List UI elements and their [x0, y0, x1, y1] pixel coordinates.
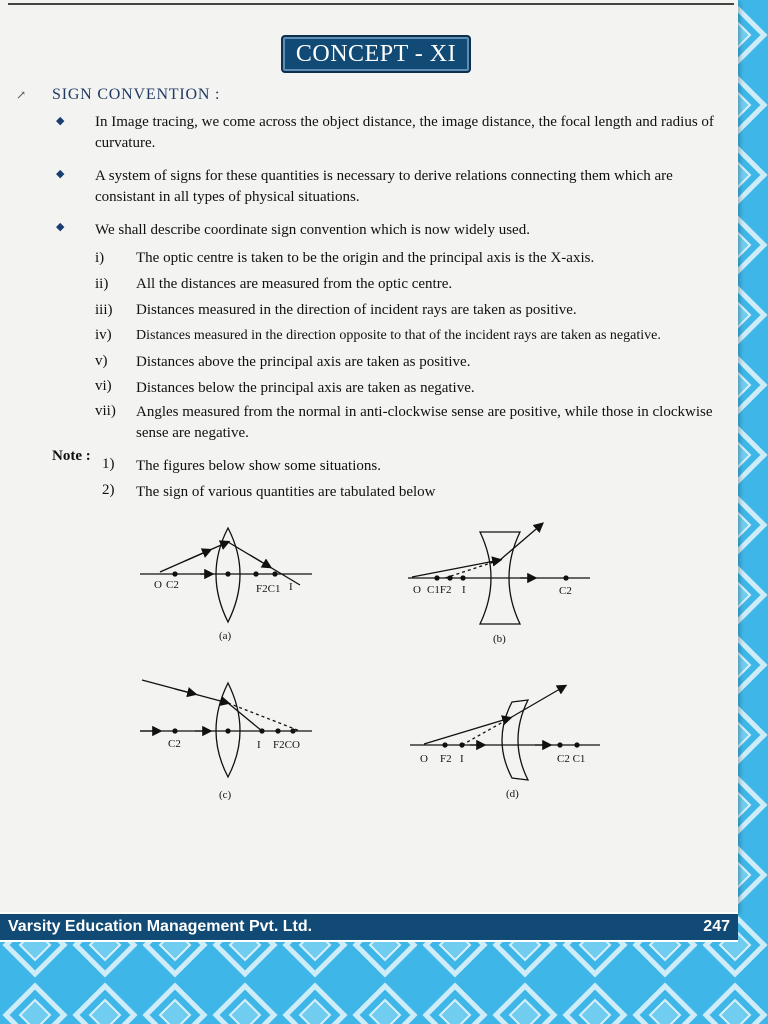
fig-a-label-o: O: [154, 579, 162, 591]
rule-number: ii): [95, 276, 109, 292]
figure-b-concave-lens: [408, 524, 590, 624]
bullet-paragraph: We shall describe coordinate sign convention which is now widely used.: [95, 222, 530, 238]
rule-text: The optic centre is taken to be the origin and the principal axis is the X-axis.: [136, 250, 595, 266]
bullet-icon: ◆: [56, 221, 65, 233]
section-title: SIGN CONVENTION :: [52, 86, 221, 103]
note-text: The sign of various quantities are tabulated below: [136, 484, 436, 500]
note-label: Note :: [52, 448, 91, 464]
fig-b-label-c1f2: C1F2: [427, 584, 452, 596]
concept-heading: CONCEPT - XI: [281, 35, 471, 73]
note-text: The figures below show some situations.: [136, 458, 381, 474]
fig-a-label-c2: C2: [166, 579, 179, 591]
rule-text: Distances above the principal axis are taken as positive.: [136, 354, 471, 370]
fig-d-label-o: O: [420, 753, 428, 765]
figure-a-convex-lens: [140, 528, 312, 622]
page-number: 247: [703, 918, 730, 935]
fig-d-label-f2: F2: [440, 753, 452, 765]
fig-b-label-i: I: [462, 584, 466, 596]
figure-c-convex-lens: [140, 680, 312, 777]
footer-bar: [0, 912, 738, 942]
margin-mark-icon: ↗: [16, 88, 27, 102]
bullet-icon: ◆: [56, 115, 65, 127]
fig-d-label-c2c1: C2 C1: [557, 753, 586, 765]
rule-number: iii): [95, 302, 113, 318]
rule-text: Distances below the principal axis are taken as negative.: [136, 380, 475, 396]
rule-text: Distances measured in the direction of incident rays are taken as positive.: [136, 302, 577, 318]
bullet-paragraph: In Image tracing, we come across the object distance, the image distance, the focal length and radius of curvature.: [95, 114, 714, 151]
fig-c-label-f2co: F2CO: [273, 739, 300, 751]
fig-b-label-o: O: [413, 584, 421, 596]
fig-b-caption: (b): [493, 633, 506, 645]
rule-text: All the distances are measured from the optic centre.: [136, 276, 453, 292]
fig-c-label-i: I: [257, 739, 261, 751]
rule-number: i): [95, 250, 105, 266]
rule-number: vii): [95, 403, 116, 419]
publisher-name: Varsity Education Management Pvt. Ltd.: [8, 918, 313, 935]
rule-number: vi): [95, 378, 112, 394]
fig-a-label-i: I: [289, 581, 293, 593]
fig-d-caption: (d): [506, 788, 519, 800]
note-number: 1): [102, 456, 115, 472]
rule-text: Angles measured from the normal in anti-clockwise sense are positive, while those in clockwise sense are negative.: [136, 404, 713, 441]
rule-number: v): [95, 353, 108, 369]
fig-c-label-c2: C2: [168, 738, 181, 750]
rule-text: Distances measured in the direction opposite to that of the incident rays are taken as negative.: [136, 328, 661, 343]
fig-a-label-f2c1: F2C1: [256, 583, 281, 595]
fig-d-label-i: I: [460, 753, 464, 765]
figure-d-meniscus-lens: [410, 686, 600, 780]
fig-a-caption: (a): [219, 630, 232, 642]
fig-c-caption: (c): [219, 789, 232, 801]
fig-b-label-c2: C2: [559, 585, 572, 597]
note-number: 2): [102, 482, 115, 498]
bullet-icon: ◆: [56, 168, 65, 180]
rule-number: iv): [95, 327, 112, 343]
bullet-paragraph: A system of signs for these quantities is necessary to derive relations connecting them which are consistant in all types of physical situations.: [95, 168, 673, 205]
